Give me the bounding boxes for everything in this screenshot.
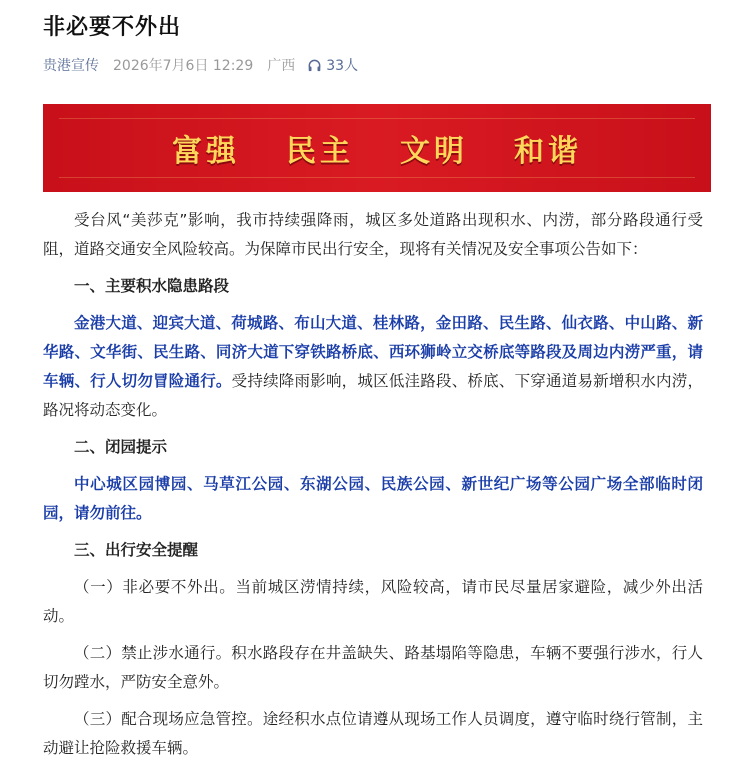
- safety-tip: （三）配合现场应急管控。途经积水点位请遵从现场工作人员调度，遵守临时绕行管制，主动避让抢险救援车辆。: [43, 710, 703, 757]
- slogan-banner: [43, 104, 711, 192]
- article-body: [43, 206, 703, 771]
- article-meta: [43, 55, 358, 75]
- safety-tip: （一）非必要不外出。当前城区涝情持续，风险较高，请市民尽量居家避险，减少外出活动。: [43, 578, 703, 625]
- listen-button[interactable]: [307, 55, 358, 75]
- article-title: 非必要不外出: [43, 15, 182, 40]
- roads-note: 受持续降雨影响，城区低洼路段、桥底、下穿通道易新增积水内涝，路况将动态变化。: [43, 372, 703, 419]
- slogan-text: 文明: [400, 134, 468, 169]
- safety-tip: （二）禁止涉水通行。积水路段存在井盖缺失、路基塌陷等隐患，车辆不要强行涉水，行人切勿蹚水，严防安全意外。: [43, 644, 703, 691]
- account-name-link[interactable]: 贵港宣传: [43, 58, 99, 74]
- parks-paragraph: [43, 470, 703, 528]
- slogan-text: 和谐: [514, 134, 582, 169]
- flooded-roads-highlight: 金港大道、迎宾大道、荷城路、布山大道、桂林路，金田路、民生路、仙衣路、中山路、新华路、文华街、民生路、同济大道下穿铁路桥底、西环狮岭立交桥底等路段及周边内涝严重，请车辆、行人切勿冒险通行。: [43, 314, 703, 390]
- intro-paragraph: 受台风“美莎克”影响，我市持续强降雨，城区多处道路出现积水、内涝，部分路段通行受阻，道路交通安全风险较高。为保障市民出行安全，现将有关情况及安全事项公告如下：: [43, 211, 703, 258]
- section-heading-safety: 三、出行安全提醒: [74, 541, 199, 559]
- region-label: 广西: [267, 58, 296, 74]
- listener-count: 33人: [326, 58, 359, 74]
- park-closure-highlight: 中心城区园博园、马草江公园、东湖公园、民族公园、新世纪广场等公园广场全部临时闭园，请勿前往。: [43, 475, 703, 522]
- slogan-text: 民主: [286, 134, 354, 169]
- section-heading-roads: 一、主要积水隐患路段: [74, 277, 230, 295]
- section-heading-parks: 二、闭园提示: [74, 438, 168, 456]
- roads-paragraph: [43, 309, 703, 425]
- slogan-text: 富强: [172, 134, 240, 169]
- headphones-icon: [307, 58, 322, 73]
- publish-date: 2026年7月6日 12:29: [113, 58, 254, 74]
